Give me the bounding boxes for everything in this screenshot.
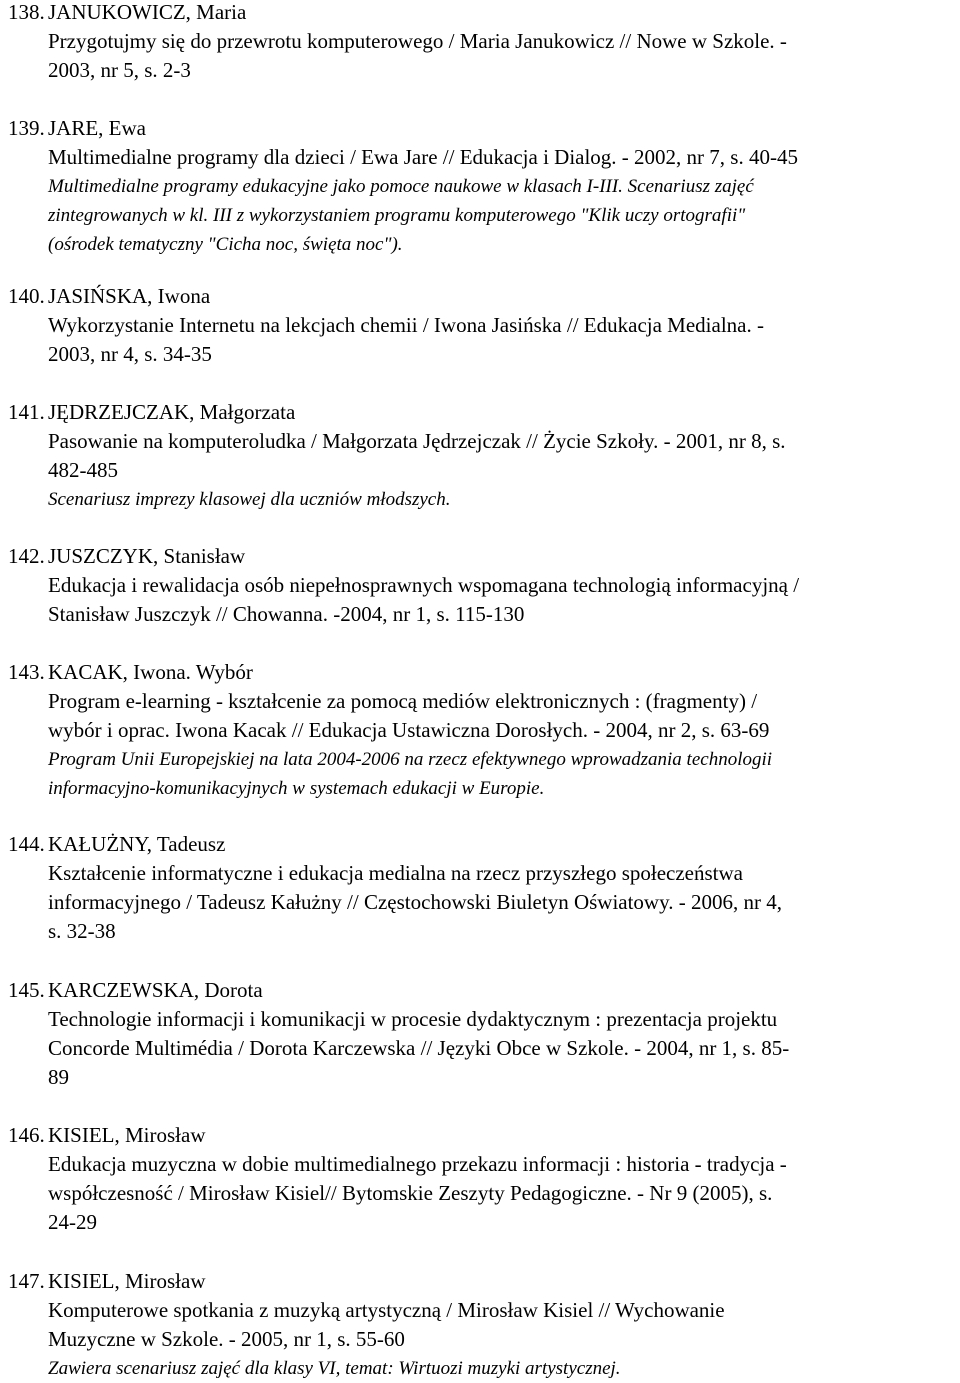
entry-line: 24-29: [48, 1210, 97, 1234]
bibliography-entry: [8, 114, 798, 259]
bibliography-entry: [8, 542, 799, 629]
entry-line: Concorde Multimédia / Dorota Karczewska // Języki Obce w Szkole. - 2004, nr 1, s. 85-: [48, 1036, 790, 1060]
entry-author: JANUKOWICZ, Maria: [48, 0, 247, 24]
entry-author: JUSZCZYK, Stanisław: [48, 544, 246, 568]
bibliography-entry: [8, 658, 772, 803]
entry-annotation: (ośrodek tematyczny "Cicha noc, święta noc").: [48, 234, 403, 255]
entry-line: s. 32-38: [48, 919, 116, 943]
entry-number: 145.: [8, 978, 45, 1002]
entry-line: Edukacja i rewalidacja osób niepełnosprawnych wspomagana technologią informacyjną /: [48, 573, 800, 597]
entry-line: Komputerowe spotkania z muzyką artystyczną / Mirosław Kisiel // Wychowanie: [48, 1298, 725, 1322]
bibliography-entry: [8, 282, 764, 369]
bibliography-entry: [8, 1267, 725, 1383]
entry-author: KAŁUŻNY, Tadeusz: [48, 832, 226, 856]
entry-line: 2003, nr 4, s. 34-35: [48, 342, 212, 366]
entry-line: Stanisław Juszczyk // Chowanna. -2004, nr 1, s. 115-130: [48, 602, 525, 626]
entry-line: Wykorzystanie Internetu na lekcjach chemii / Iwona Jasińska // Edukacja Medialna. -: [48, 313, 764, 337]
entry-number: 143.: [8, 660, 45, 684]
entry-line: Multimedialne programy dla dzieci / Ewa Jare // Edukacja i Dialog. - 2002, nr 7, s. 40-45: [48, 145, 798, 169]
entry-line: Program e-learning - kształcenie za pomocą mediów elektronicznych : (fragmenty) /: [48, 689, 758, 713]
entry-line: Kształcenie informatyczne i edukacja medialna na rzecz przyszłego społeczeństwa: [48, 861, 743, 885]
entry-line: 2003, nr 5, s. 2-3: [48, 58, 191, 82]
entry-number: 142.: [8, 544, 45, 568]
entry-line: 89: [48, 1065, 69, 1089]
entry-author: KISIEL, Mirosław: [48, 1123, 206, 1147]
entry-line: Edukacja muzyczna w dobie multimedialnego przekazu informacji : historia - tradycja -: [48, 1152, 787, 1176]
bibliography-entry: [8, 0, 787, 85]
entry-author: KISIEL, Mirosław: [48, 1269, 206, 1293]
entry-line: 482-485: [48, 458, 118, 482]
entry-line: wybór i oprac. Iwona Kacak // Edukacja Ustawiczna Dorosłych. - 2004, nr 2, s. 63-69: [48, 718, 770, 742]
bibliography-entry: [8, 976, 789, 1092]
entry-author: JASIŃSKA, Iwona: [48, 284, 211, 308]
entry-number: 141.: [8, 400, 45, 424]
bibliography-entry: [8, 1121, 787, 1237]
entry-annotation: zintegrowanych w kl. III z wykorzystaniem programu komputerowego "Klik uczy ortografii": [48, 205, 746, 226]
entry-line: Technologie informacji i komunikacji w procesie dydaktycznym : prezentacja projektu: [48, 1007, 778, 1031]
bibliography-entry: [8, 398, 786, 514]
entry-line: współczesność / Mirosław Kisiel// Bytomskie Zeszyty Pedagogiczne. - Nr 9 (2005), s.: [48, 1181, 773, 1205]
entry-number: 144.: [8, 832, 45, 856]
entry-annotation: Scenariusz imprezy klasowej dla uczniów młodszych.: [48, 489, 451, 510]
entry-number: 139.: [8, 116, 45, 140]
entry-author: KACAK, Iwona. Wybór: [48, 660, 253, 684]
entry-author: KARCZEWSKA, Dorota: [48, 978, 263, 1002]
entry-number: 138.: [8, 0, 45, 24]
entry-author: JARE, Ewa: [48, 116, 146, 140]
entry-number: 146.: [8, 1123, 45, 1147]
entry-number: 140.: [8, 284, 45, 308]
entry-annotation: Program Unii Europejskiej na lata 2004-2006 na rzecz efektywnego wprowadzania technologii: [48, 749, 773, 770]
entry-number: 147.: [8, 1269, 45, 1293]
entry-annotation: Multimedialne programy edukacyjne jako pomoce naukowe w klasach I-III. Scenariusz zajęć: [48, 176, 754, 197]
entry-annotation: informacyjno-komunikacyjnych w systemach edukacji w Europie.: [48, 778, 545, 799]
bibliography-entry: [8, 830, 782, 946]
entry-annotation: Zawiera scenariusz zajęć dla klasy VI, temat: Wirtuozi muzyki artystycznej.: [48, 1358, 621, 1379]
entry-line: Przygotujmy się do przewrotu komputerowego / Maria Janukowicz // Nowe w Szkole. -: [48, 29, 787, 53]
entry-author: JĘDRZEJCZAK, Małgorzata: [48, 400, 296, 424]
entry-line: informacyjnego / Tadeusz Kałużny // Częstochowski Biuletyn Oświatowy. - 2006, nr 4,: [48, 890, 782, 914]
entry-line: Muzyczne w Szkole. - 2005, nr 1, s. 55-60: [48, 1327, 405, 1351]
entry-line: Pasowanie na komputeroludka / Małgorzata Jędrzejczak // Życie Szkoły. - 2001, nr 8, s.: [48, 429, 786, 453]
